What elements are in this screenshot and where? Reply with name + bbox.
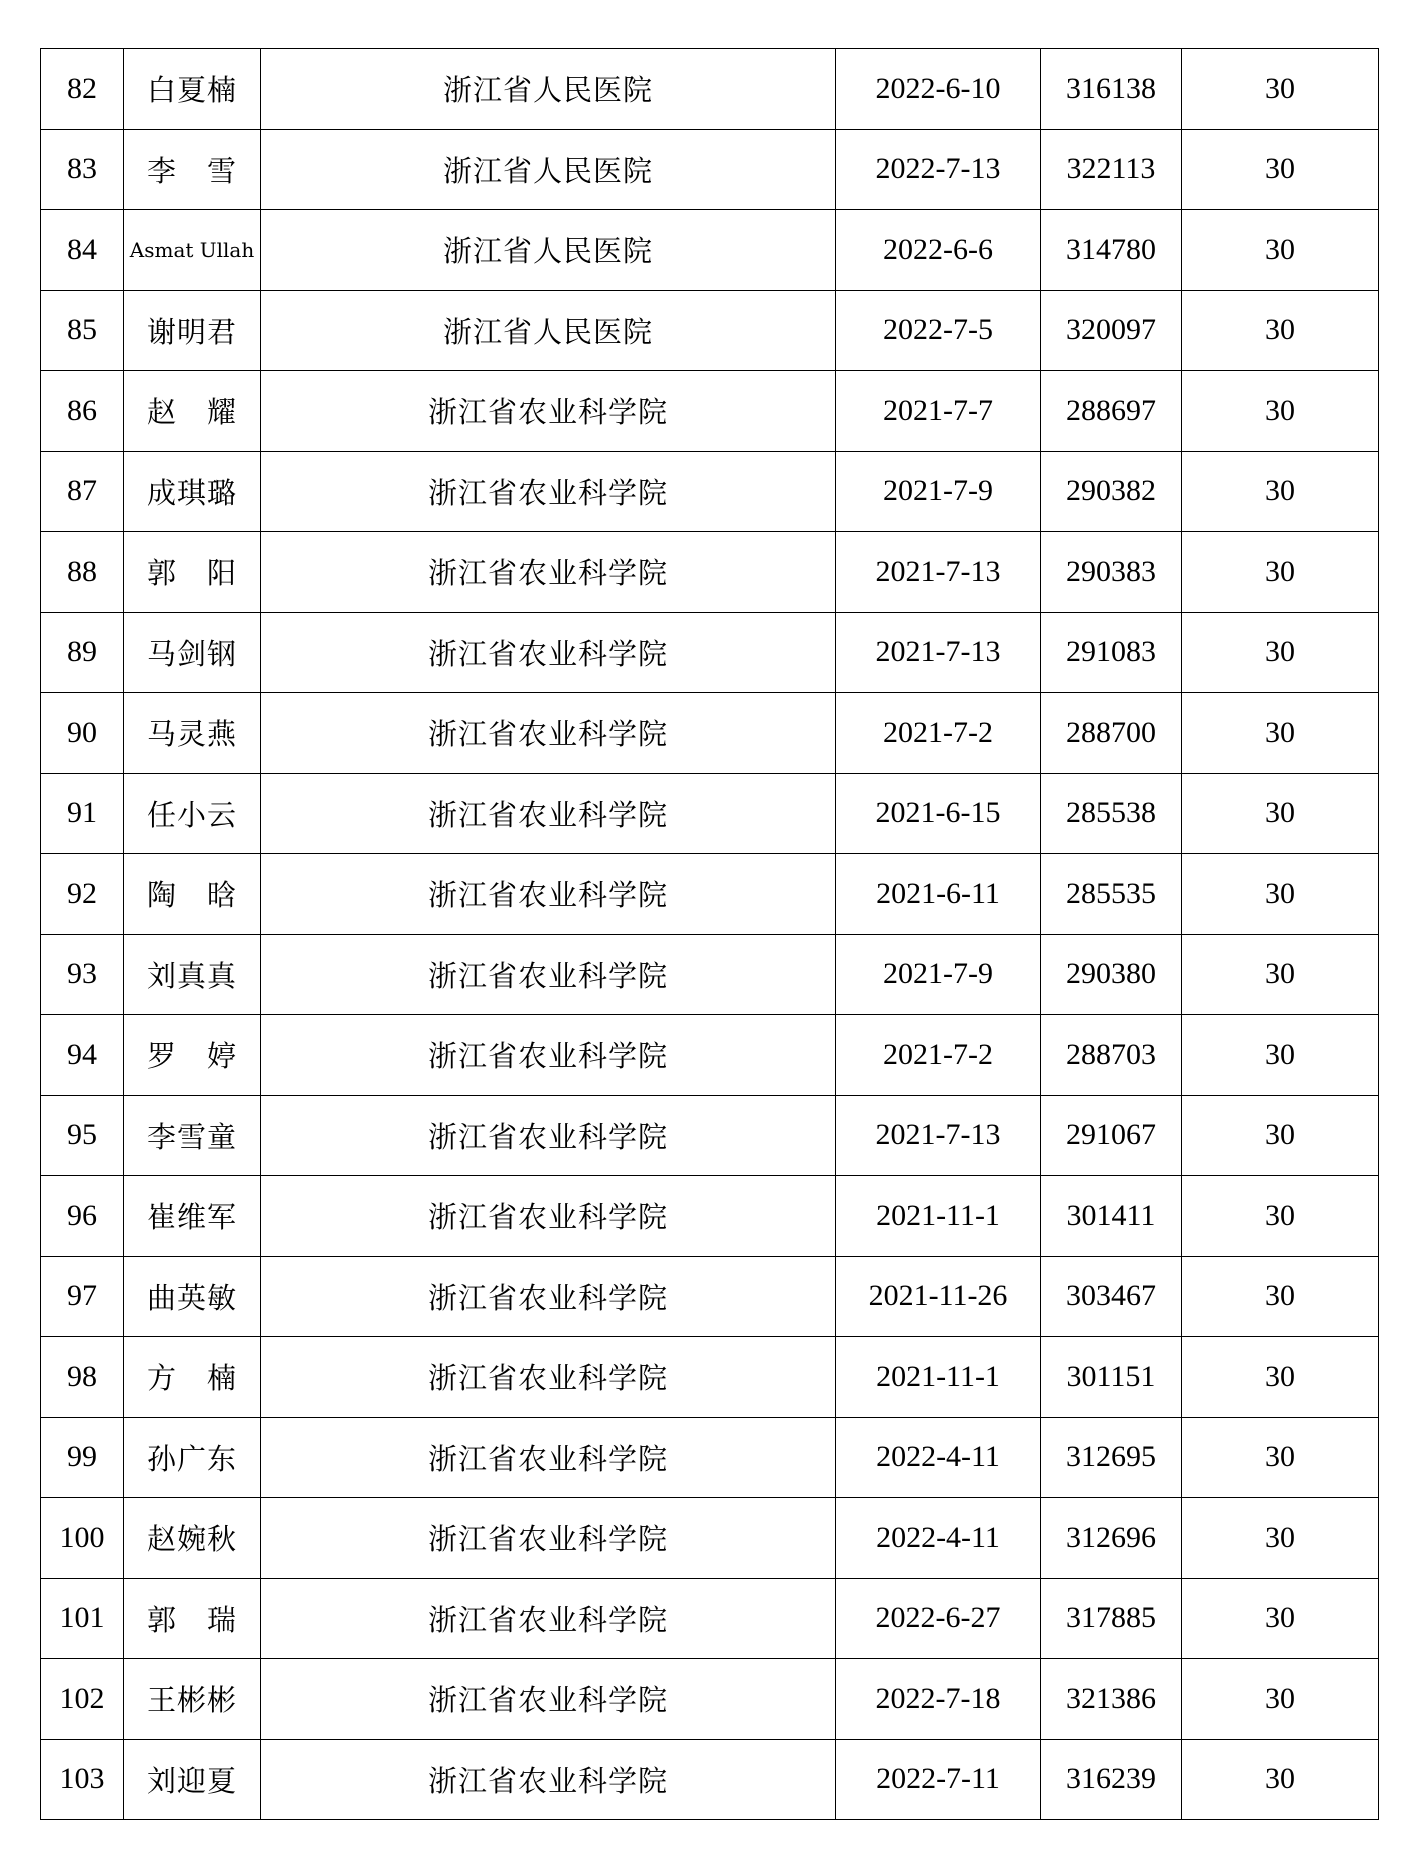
person-name-cell: 王彬彬 [124, 1659, 261, 1740]
institution-cell: 浙江省农业科学院 [261, 451, 836, 532]
institution-cell: 浙江省农业科学院 [261, 1015, 836, 1096]
person-name-cell: 罗 婷 [124, 1015, 261, 1096]
table-row [41, 773, 1379, 854]
row-number-cell: 103 [41, 1739, 124, 1820]
table-row [41, 693, 1379, 774]
institution-cell: 浙江省农业科学院 [261, 532, 836, 613]
table-row [41, 1337, 1379, 1418]
institution-cell: 浙江省人民医院 [261, 210, 836, 291]
person-name-cell: 马剑钢 [124, 612, 261, 693]
certificate-number-cell: 301151 [1041, 1337, 1182, 1418]
row-number-cell: 88 [41, 532, 124, 613]
certificate-number-cell: 312696 [1041, 1498, 1182, 1579]
person-name-cell: 成琪璐 [124, 451, 261, 532]
hours-cell: 30 [1182, 854, 1379, 935]
hours-cell: 30 [1182, 371, 1379, 452]
hours-cell: 30 [1182, 1578, 1379, 1659]
certificate-number-cell: 290380 [1041, 934, 1182, 1015]
row-number-cell: 85 [41, 290, 124, 371]
row-number-cell: 89 [41, 612, 124, 693]
person-name-cell: 任小云 [124, 773, 261, 854]
certificate-number-cell: 317885 [1041, 1578, 1182, 1659]
date-cell: 2021-11-1 [836, 1337, 1041, 1418]
person-name-cell: 方 楠 [124, 1337, 261, 1418]
row-number-cell: 98 [41, 1337, 124, 1418]
person-name-cell: 陶 晗 [124, 854, 261, 935]
institution-cell: 浙江省人民医院 [261, 290, 836, 371]
row-number-cell: 92 [41, 854, 124, 935]
person-name-cell: 孙广东 [124, 1417, 261, 1498]
institution-cell: 浙江省农业科学院 [261, 934, 836, 1015]
table-row [41, 1498, 1379, 1579]
person-name-cell: 李 雪 [124, 129, 261, 210]
date-cell: 2021-11-1 [836, 1176, 1041, 1257]
date-cell: 2021-7-13 [836, 1095, 1041, 1176]
certificate-number-cell: 320097 [1041, 290, 1182, 371]
institution-cell: 浙江省农业科学院 [261, 1256, 836, 1337]
date-cell: 2022-4-11 [836, 1417, 1041, 1498]
date-cell: 2022-6-27 [836, 1578, 1041, 1659]
table-row [41, 129, 1379, 210]
hours-cell: 30 [1182, 1176, 1379, 1257]
certificate-number-cell: 288703 [1041, 1015, 1182, 1096]
certificate-number-cell: 312695 [1041, 1417, 1182, 1498]
hours-cell: 30 [1182, 1739, 1379, 1820]
institution-cell: 浙江省农业科学院 [261, 1659, 836, 1740]
date-cell: 2021-11-26 [836, 1256, 1041, 1337]
table-row [41, 1659, 1379, 1740]
institution-cell: 浙江省农业科学院 [261, 1417, 836, 1498]
row-number-cell: 90 [41, 693, 124, 774]
institution-cell: 浙江省农业科学院 [261, 612, 836, 693]
row-number-cell: 83 [41, 129, 124, 210]
table-row [41, 1578, 1379, 1659]
records-table-body [41, 49, 1379, 1820]
table-row [41, 290, 1379, 371]
hours-cell: 30 [1182, 1498, 1379, 1579]
person-name-cell: 马灵燕 [124, 693, 261, 774]
hours-cell: 30 [1182, 49, 1379, 130]
hours-cell: 30 [1182, 693, 1379, 774]
institution-cell: 浙江省农业科学院 [261, 1337, 836, 1418]
row-number-cell: 91 [41, 773, 124, 854]
records-table-wrapper [40, 48, 1379, 1820]
row-number-cell: 101 [41, 1578, 124, 1659]
date-cell: 2022-7-5 [836, 290, 1041, 371]
certificate-number-cell: 290382 [1041, 451, 1182, 532]
institution-cell: 浙江省农业科学院 [261, 1176, 836, 1257]
table-row [41, 1417, 1379, 1498]
certificate-number-cell: 288697 [1041, 371, 1182, 452]
table-row [41, 1176, 1379, 1257]
institution-cell: 浙江省农业科学院 [261, 1498, 836, 1579]
institution-cell: 浙江省农业科学院 [261, 693, 836, 774]
date-cell: 2022-7-18 [836, 1659, 1041, 1740]
certificate-number-cell: 301411 [1041, 1176, 1182, 1257]
certificate-number-cell: 303467 [1041, 1256, 1182, 1337]
row-number-cell: 96 [41, 1176, 124, 1257]
date-cell: 2021-7-9 [836, 934, 1041, 1015]
hours-cell: 30 [1182, 1095, 1379, 1176]
date-cell: 2021-6-11 [836, 854, 1041, 935]
institution-cell: 浙江省人民医院 [261, 49, 836, 130]
person-name-cell: 谢明君 [124, 290, 261, 371]
institution-cell: 浙江省农业科学院 [261, 1095, 836, 1176]
row-number-cell: 100 [41, 1498, 124, 1579]
table-row [41, 532, 1379, 613]
table-row [41, 1095, 1379, 1176]
date-cell: 2021-7-13 [836, 532, 1041, 613]
hours-cell: 30 [1182, 210, 1379, 291]
person-name-cell: 刘真真 [124, 934, 261, 1015]
table-row [41, 1739, 1379, 1820]
date-cell: 2022-4-11 [836, 1498, 1041, 1579]
certificate-number-cell: 322113 [1041, 129, 1182, 210]
hours-cell: 30 [1182, 934, 1379, 1015]
certificate-number-cell: 316138 [1041, 49, 1182, 130]
certificate-number-cell: 291083 [1041, 612, 1182, 693]
table-row [41, 49, 1379, 130]
date-cell: 2022-7-13 [836, 129, 1041, 210]
person-name-cell: 赵 耀 [124, 371, 261, 452]
date-cell: 2021-7-9 [836, 451, 1041, 532]
date-cell: 2022-7-11 [836, 1739, 1041, 1820]
hours-cell: 30 [1182, 1256, 1379, 1337]
person-name-cell: 崔维军 [124, 1176, 261, 1257]
certificate-number-cell: 285535 [1041, 854, 1182, 935]
row-number-cell: 95 [41, 1095, 124, 1176]
table-row [41, 934, 1379, 1015]
row-number-cell: 87 [41, 451, 124, 532]
person-name-cell: 郭 瑞 [124, 1578, 261, 1659]
person-name-cell: 赵婉秋 [124, 1498, 261, 1579]
certificate-number-cell: 291067 [1041, 1095, 1182, 1176]
date-cell: 2022-6-10 [836, 49, 1041, 130]
hours-cell: 30 [1182, 612, 1379, 693]
row-number-cell: 93 [41, 934, 124, 1015]
hours-cell: 30 [1182, 451, 1379, 532]
person-name-cell: 曲英敏 [124, 1256, 261, 1337]
table-row [41, 1256, 1379, 1337]
date-cell: 2021-7-7 [836, 371, 1041, 452]
institution-cell: 浙江省农业科学院 [261, 773, 836, 854]
records-table [40, 48, 1379, 1820]
person-name-cell: 郭 阳 [124, 532, 261, 613]
date-cell: 2022-6-6 [836, 210, 1041, 291]
row-number-cell: 86 [41, 371, 124, 452]
institution-cell: 浙江省农业科学院 [261, 1578, 836, 1659]
hours-cell: 30 [1182, 290, 1379, 371]
row-number-cell: 99 [41, 1417, 124, 1498]
date-cell: 2021-7-2 [836, 693, 1041, 774]
table-row [41, 210, 1379, 291]
institution-cell: 浙江省农业科学院 [261, 854, 836, 935]
institution-cell: 浙江省农业科学院 [261, 371, 836, 452]
person-name-cell: Asmat Ullah [124, 210, 261, 291]
certificate-number-cell: 314780 [1041, 210, 1182, 291]
table-row [41, 1015, 1379, 1096]
hours-cell: 30 [1182, 1015, 1379, 1096]
date-cell: 2021-7-2 [836, 1015, 1041, 1096]
certificate-number-cell: 288700 [1041, 693, 1182, 774]
hours-cell: 30 [1182, 532, 1379, 613]
row-number-cell: 97 [41, 1256, 124, 1337]
institution-cell: 浙江省人民医院 [261, 129, 836, 210]
table-row [41, 612, 1379, 693]
institution-cell: 浙江省农业科学院 [261, 1739, 836, 1820]
hours-cell: 30 [1182, 129, 1379, 210]
row-number-cell: 84 [41, 210, 124, 291]
date-cell: 2021-6-15 [836, 773, 1041, 854]
table-row [41, 451, 1379, 532]
person-name-cell: 刘迎夏 [124, 1739, 261, 1820]
row-number-cell: 94 [41, 1015, 124, 1096]
hours-cell: 30 [1182, 1659, 1379, 1740]
hours-cell: 30 [1182, 1417, 1379, 1498]
table-row [41, 371, 1379, 452]
certificate-number-cell: 285538 [1041, 773, 1182, 854]
table-row [41, 854, 1379, 935]
certificate-number-cell: 316239 [1041, 1739, 1182, 1820]
hours-cell: 30 [1182, 773, 1379, 854]
date-cell: 2021-7-13 [836, 612, 1041, 693]
certificate-number-cell: 321386 [1041, 1659, 1182, 1740]
person-name-cell: 白夏楠 [124, 49, 261, 130]
certificate-number-cell: 290383 [1041, 532, 1182, 613]
row-number-cell: 82 [41, 49, 124, 130]
person-name-cell: 李雪童 [124, 1095, 261, 1176]
hours-cell: 30 [1182, 1337, 1379, 1418]
row-number-cell: 102 [41, 1659, 124, 1740]
